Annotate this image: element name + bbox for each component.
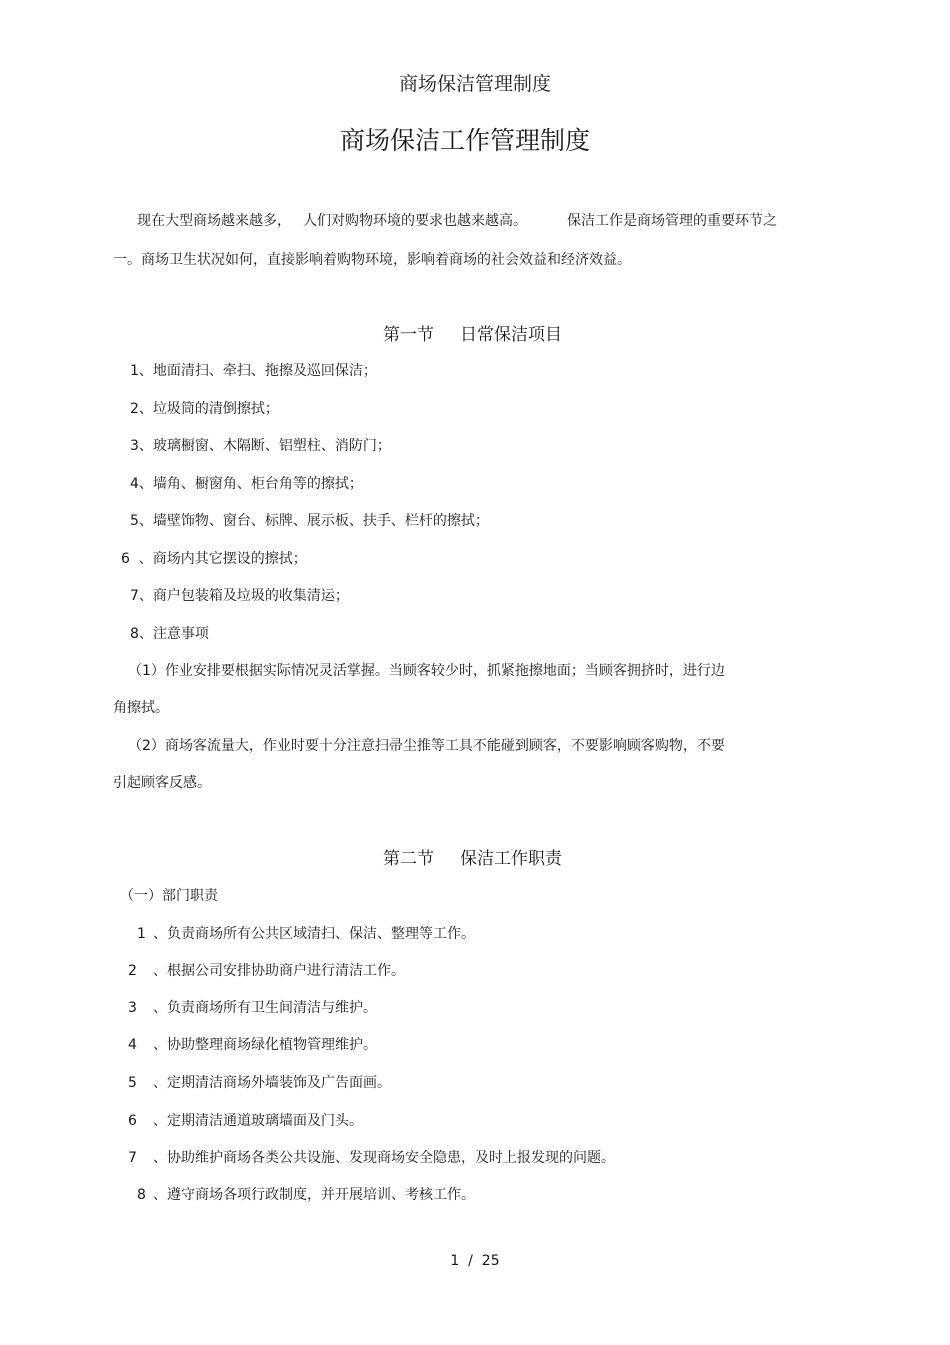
section-1-item: 7、商户包装箱及垃圾的收集清运； <box>130 588 349 604</box>
duty-number: 2 <box>128 963 137 979</box>
duty-item <box>137 1186 475 1204</box>
duty-text: 、遵守商场各项行政制度，并开展培训、考核工作。 <box>153 1187 475 1203</box>
duty-number: 8 <box>137 1187 146 1203</box>
section-1-item: 3、玻璃橱窗、木隔断、铝塑柱、消防门； <box>130 438 391 454</box>
duty-item <box>128 962 405 980</box>
duty-number: 6 <box>128 1113 137 1129</box>
duty-number: 4 <box>128 1037 137 1053</box>
duty-text: 、负责商场所有公共区域清扫、保洁、整理等工作。 <box>153 926 475 942</box>
section-1-title <box>0 324 945 346</box>
intro-line-1-part-2: 人们对购物环境的要求也越来越高。 <box>303 213 527 229</box>
note-1-line-2: 角擦拭。 <box>113 700 169 716</box>
duty-number: 3 <box>128 1000 137 1016</box>
duty-number: 1 <box>137 926 146 942</box>
note-1-line-1: （1）作业安排要根据实际情况灵活掌握。当顾客较少时，抓紧拖擦地面；当顾客拥挤时，进行边 <box>128 663 725 679</box>
duty-item <box>128 1074 391 1092</box>
section-2-number: 第二节 <box>383 849 434 869</box>
intro-line-1 <box>137 212 777 230</box>
duty-text: 、定期清洁通道玻璃墙面及门头。 <box>153 1113 363 1129</box>
section-1-item: 1、地面清扫、牵扫、拖擦及巡回保洁； <box>130 363 377 379</box>
duty-text: 、根据公司安排协助商户进行清洁工作。 <box>153 963 405 979</box>
duty-text: 、协助维护商场各类公共设施、发现商场安全隐患，及时上报发现的问题。 <box>153 1150 615 1166</box>
intro-line-1-part-1: 现在大型商场越来越多， <box>137 213 291 229</box>
duty-text: 、负责商场所有卫生间清洁与维护。 <box>153 1000 377 1016</box>
section-1-item: 8、注意事项 <box>130 626 209 642</box>
section-2-title <box>0 848 945 870</box>
section-1-item: 4、墙角、橱窗角、柜台角等的擦拭； <box>130 476 363 492</box>
intro-line-2: 一。商场卫生状况如何，直接影响着购物环境，影响着商场的社会效益和经济效益。 <box>113 252 631 268</box>
duty-number: 7 <box>128 1150 137 1166</box>
section-2-subheading: （一）部门职责 <box>120 888 218 904</box>
document-header-title: 商场保洁管理制度 <box>398 73 551 95</box>
duty-item <box>128 999 377 1017</box>
duty-item <box>128 1036 377 1054</box>
intro-line-1-part-3: 保洁工作是商场管理的重要环节之 <box>567 213 777 229</box>
note-2-line-1: （2）商场客流量大，作业时要十分注意扫帚尘推等工具不能碰到顾客，不要影响顾客购物，不要 <box>128 738 725 754</box>
section-1-item: 6 、商场内其它摆设的擦拭； <box>121 551 307 567</box>
section-1-item: 2、垃圾筒的清倒擦拭； <box>130 401 279 417</box>
section-2-name: 保洁工作职责 <box>460 849 562 869</box>
note-2-line-2: 引起顾客反感。 <box>113 775 211 791</box>
document-main-title: 商场保洁工作管理制度 <box>339 126 590 155</box>
duty-number: 5 <box>128 1075 137 1091</box>
duty-text: 、定期清洁商场外墙装饰及广告面画。 <box>153 1075 391 1091</box>
duty-text: 、协助整理商场绿化植物管理维护。 <box>153 1037 377 1053</box>
section-1-name: 日常保洁项目 <box>460 325 562 345</box>
page-indicator: 1 / 25 <box>450 1253 500 1269</box>
duty-item <box>128 1149 615 1167</box>
duty-item <box>128 1112 363 1130</box>
section-1-item: 5、墙壁饰物、窗台、标牌、展示板、扶手、栏杆的擦拭； <box>130 513 489 529</box>
section-1-number: 第一节 <box>383 325 434 345</box>
duty-item <box>137 925 475 943</box>
